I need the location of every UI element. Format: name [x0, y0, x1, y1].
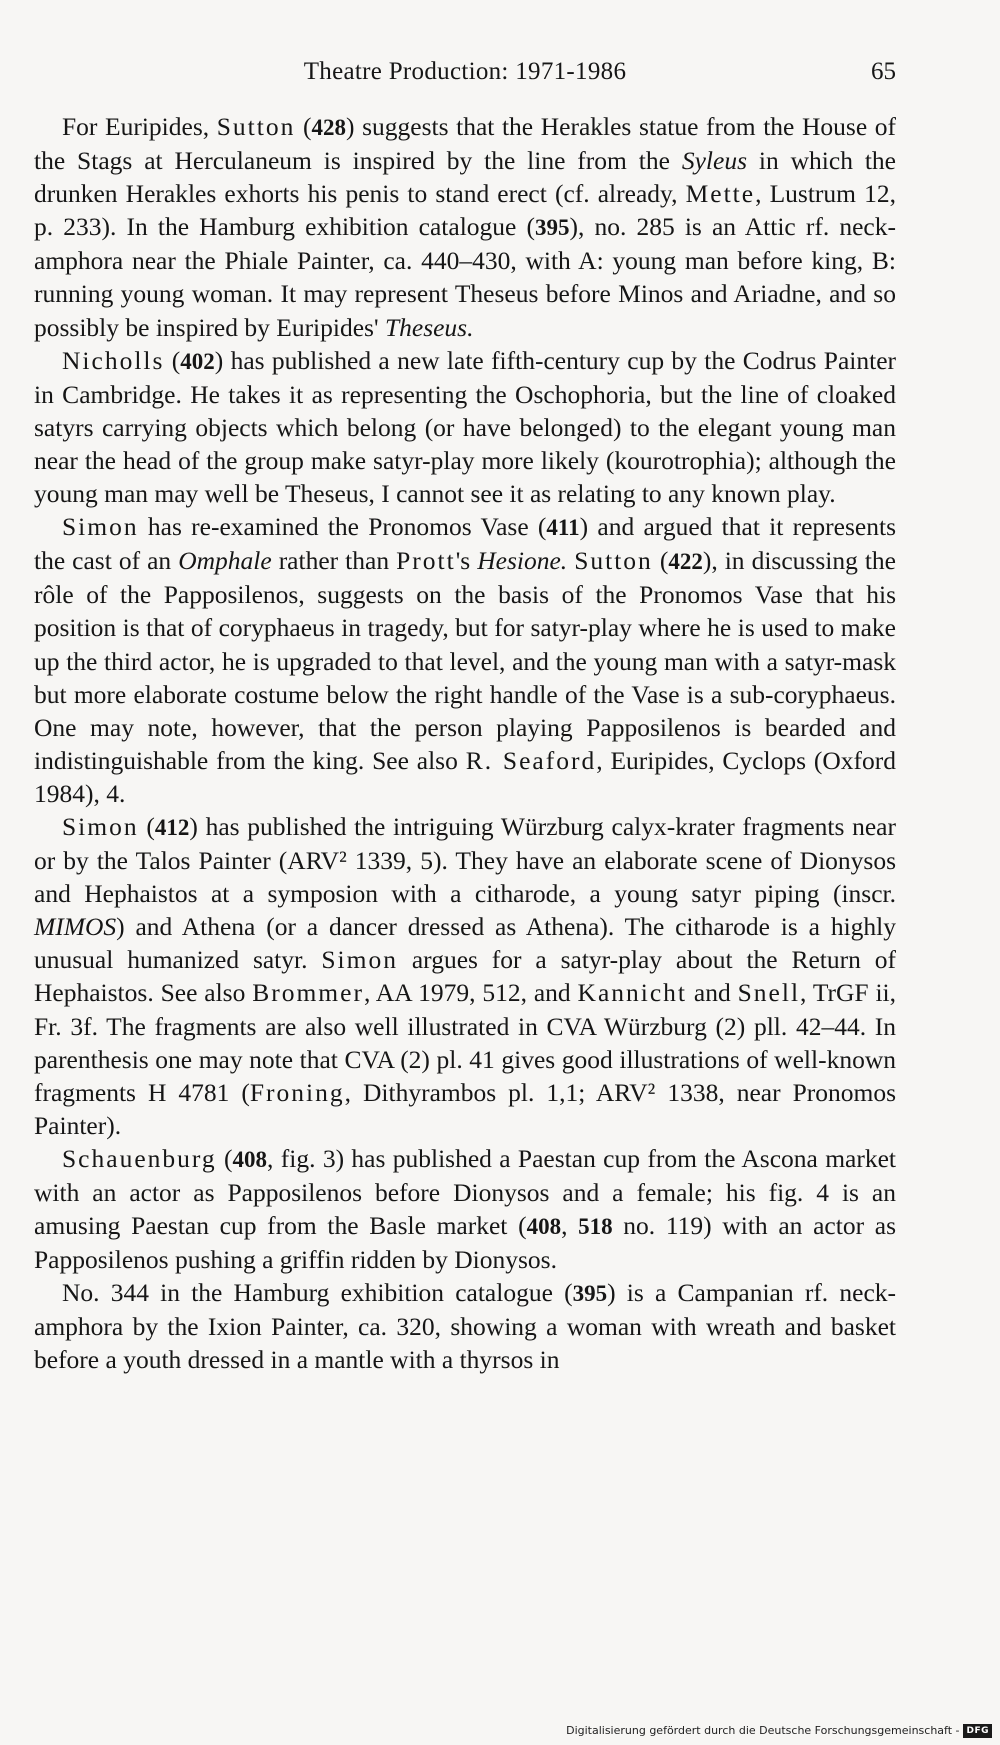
- text-run: ) is a Campanian rf. neck-amphora by the Ixion Painter, ca. 320, showing a woman with wreath and basket before a youth dressed in a mantle with a thyrsos in: [34, 1278, 897, 1375]
- text-run: in which the drunken Herakles exhorts his penis to stand erect (cf. already,: [34, 146, 897, 209]
- text-run: ) has published a new late fifth-century cup by the Codrus Painter in Cambridge. He takes it as representing the Oschophoria, but the line of cloaked satyrs carrying objects which belong (or have belonged) to the elegant young man near the head of the group make satyr-play more likely (kourotrophia); although the young man may well be Theseus, I cannot see it as relating to any known play.: [34, 345, 897, 509]
- paragraph-6: [34, 1276, 896, 1376]
- text-run: has re-examined the Pronomos Vase (: [138, 512, 547, 542]
- text-run: ) suggests that the Herakles statue from the House of the Stags at Herculaneum is inspired by the line from the: [34, 112, 896, 176]
- text-run: ), no. 285 is an Attic rf. neck-amphora near the Phiale Painter, ca. 440–430, with A: young man before king, B: running young woman. It may represent Theseus before Minos and Ariadne, and so possibly be inspired by Euripides': [34, 212, 896, 342]
- text-run: 's: [455, 546, 478, 576]
- text-run: , Euripides, Cyclops (Oxford 1984), 4.: [34, 745, 896, 808]
- author-name: Mette: [685, 179, 756, 209]
- text-run: , Dithyrambos pl. 1,1; ARV² 1338, near Pronomos Painter).: [34, 1077, 896, 1140]
- reference-number: 412: [154, 814, 190, 840]
- reference-number: 408: [232, 1146, 268, 1172]
- author-name: R. Seaford: [465, 745, 597, 775]
- author-name: Sutton: [574, 546, 653, 576]
- text-run: no. 119) with an actor as Papposilenos pushing a griffin ridden by Dionysos.: [34, 1211, 896, 1275]
- running-header: [34, 52, 896, 92]
- reference-number: 402: [180, 348, 215, 374]
- author-name: Nicholls: [62, 345, 165, 375]
- text-run: No. 344 in the Hamburg exhibition catalogue (: [62, 1278, 573, 1308]
- page-number: 65: [871, 58, 896, 85]
- text-run: , fig. 3) has published a Paestan cup from the Ascona market with an actor as Papposilenos before Dionysos and a female; his fig. 4 is an amusing Paestan cup from the Basle market (: [34, 1143, 897, 1241]
- reference-number: 428: [311, 115, 346, 140]
- paragraph-5: [34, 1142, 896, 1276]
- text-run: (: [652, 546, 669, 576]
- italic-title: Omphale: [178, 546, 272, 576]
- running-title: Theatre Production: 1971-1986: [303, 58, 627, 85]
- author-name: Prott: [396, 546, 456, 576]
- text-run: (: [164, 345, 181, 375]
- text-run: (: [138, 811, 155, 841]
- author-name: Simon: [62, 512, 139, 542]
- text-run: ) has published the intriguing Würzburg calyx-krater fragments near or by the Talos Painter (ARV² 1339, 5). They have an elaborate scene of Dionysos and Hephaistos at a symposion with a citharode, a young satyr piping (inscr.: [34, 811, 896, 909]
- text-run: (: [295, 112, 312, 141]
- text-run: and: [687, 978, 738, 1008]
- paragraph-4: [34, 810, 896, 1142]
- author-name: Snell: [737, 978, 801, 1008]
- paragraph-3: [34, 510, 896, 810]
- text-run: , Lustrum 12, p. 233). In the Hamburg exhibition catalogue (: [34, 179, 896, 242]
- text-run: ,: [561, 1211, 579, 1241]
- italic-title: MIMOS: [34, 912, 117, 942]
- author-name: Schauenburg: [62, 1143, 217, 1173]
- text-run: , AA 1979, 512, and: [363, 978, 578, 1008]
- text-run: , TrGF ii, Fr. 3f. The fragments are also well illustrated in CVA Würzburg (2) pll. 42–44. In parenthesis one may note that CVA (2) pl. 41 gives good illustrations of well-known fragments H 4781 (: [34, 978, 897, 1107]
- paragraph-1: [34, 110, 896, 344]
- italic-title: Hesione.: [477, 546, 568, 576]
- footer-credit: Digitalisierung gefördert durch die Deutsche Forschungsgemeinschaft -: [566, 1724, 960, 1737]
- italic-title: Theseus.: [384, 312, 474, 342]
- paragraph-2: [34, 344, 896, 510]
- italic-title: Syleus: [681, 146, 747, 176]
- text-run: rather than: [271, 546, 397, 576]
- text-run: ), in discussing the rôle of the Papposilenos, suggests on the basis of the Pronomos Vase that his position is that of coryphaeus in tragedy, but for satyr-play where he is used to make up the third actor, he is upgraded to that level, and the young man with a satyr-mask but more elaborate costume below the right handle of the Vase is a sub-coryphaeus. One may note, however, that the person playing Papposilenos is bearded and indistinguishable from the king. See also: [34, 546, 896, 775]
- author-name: Sutton: [216, 112, 296, 141]
- reference-number: 411: [546, 515, 580, 541]
- author-name: Simon: [321, 945, 398, 975]
- body-text: [34, 110, 896, 1377]
- reference-number: 518: [578, 1214, 613, 1240]
- text-run: (: [216, 1143, 233, 1173]
- text-run: ) and Athena (or a dancer dressed as Athena). The citharode is a highly unusual humanized satyr.: [34, 912, 896, 975]
- digitization-footer: [566, 1722, 992, 1740]
- author-name: Kannicht: [577, 978, 688, 1008]
- text-run: For Euripides,: [62, 112, 217, 141]
- reference-number: 408: [526, 1214, 562, 1240]
- reference-number: 422: [668, 549, 703, 575]
- dfg-logo: DFG: [963, 1724, 992, 1738]
- reference-number: 395: [534, 215, 570, 241]
- author-name: Brommer: [252, 978, 364, 1008]
- author-name: Froning: [249, 1077, 345, 1107]
- reference-number: 395: [572, 1281, 608, 1307]
- author-name: Simon: [62, 811, 139, 841]
- text-run: ) and argued that it represents the cast of an: [34, 512, 896, 576]
- text-run: argues for a satyr-play about the Return of Hephaistos. See also: [34, 945, 896, 1008]
